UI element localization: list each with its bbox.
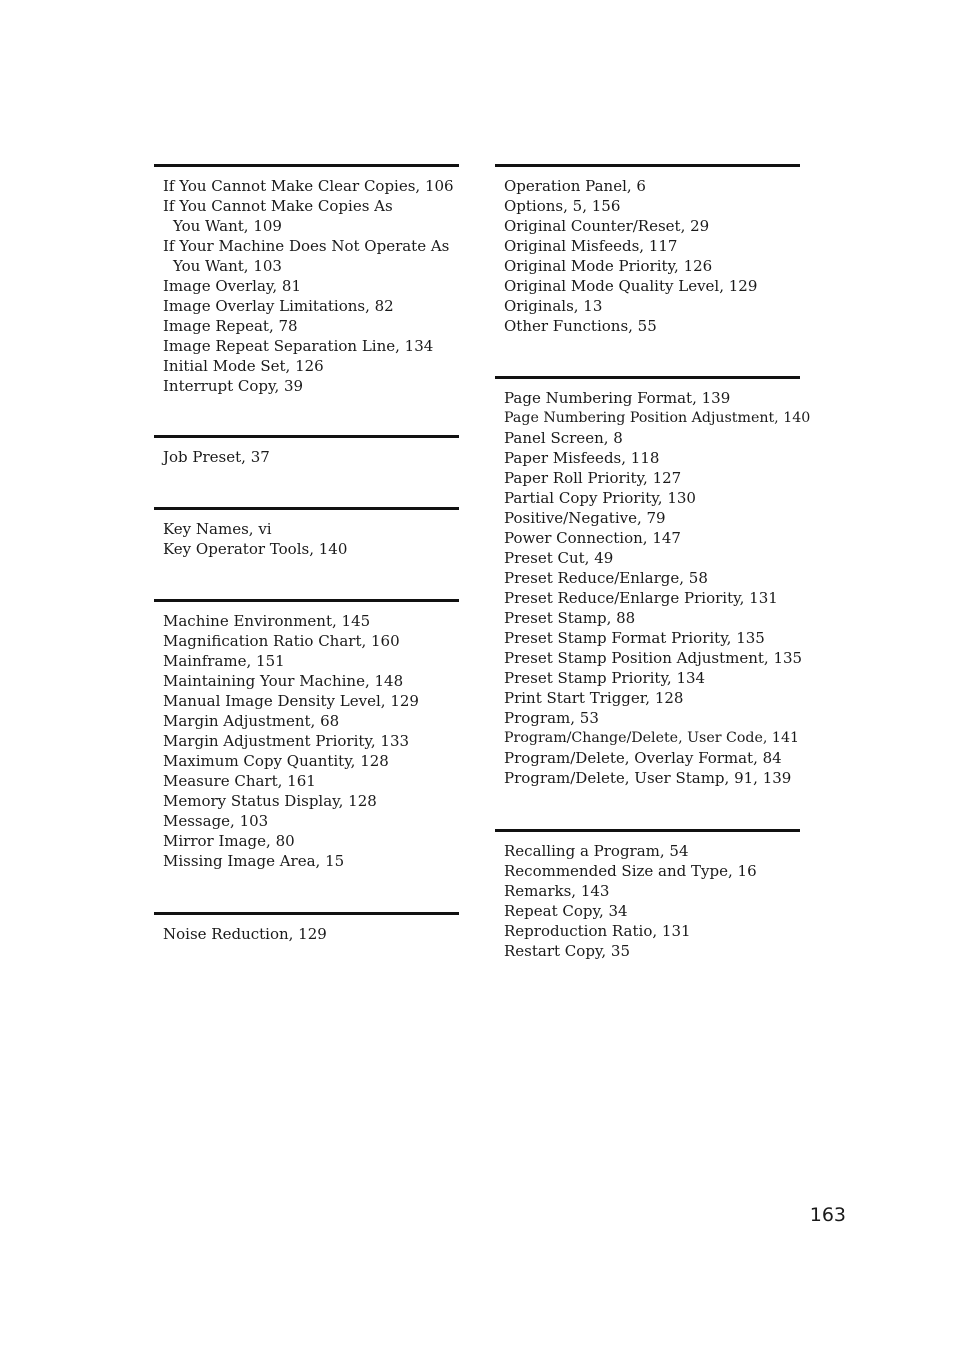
index-entry: Preset Stamp Position Adjustment, 135 [504,649,803,667]
index-entry: If Your Machine Does Not Operate As [163,237,450,255]
index-entry: Original Mode Priority, 126 [504,257,713,275]
index-entry: Noise Reduction, 129 [163,925,327,943]
index-section-i [154,164,459,396]
index-entry: Original Mode Quality Level, 129 [504,277,758,295]
index-section-r [495,829,800,961]
index-entry: Key Names, vi [163,520,272,538]
index-entry: Preset Stamp Priority, 134 [504,669,706,687]
index-section-j [154,435,459,467]
index-section-p [495,376,811,788]
index-entry: Preset Stamp, 88 [504,609,636,627]
index-entry: Image Overlay, 81 [163,277,302,295]
index-entries [154,447,459,467]
index-entry: Recalling a Program, 54 [504,842,689,860]
index-entry: If You Cannot Make Copies As [163,197,393,215]
index-entry: Preset Reduce/Enlarge Priority, 131 [504,589,778,607]
index-entry-continuation: You Want, 103 [173,257,282,275]
index-entry: Reproduction Ratio, 131 [504,922,691,940]
index-entry: Job Preset, 37 [163,448,270,466]
index-entry: Operation Panel, 6 [504,177,646,195]
index-entries [154,924,459,944]
index-entries [154,611,459,871]
index-entry: Maintaining Your Machine, 148 [163,672,404,690]
index-entry: Recommended Size and Type, 16 [504,862,757,880]
page-number: 163 [809,1204,846,1226]
index-entry: If You Cannot Make Clear Copies, 106 [163,177,454,195]
index-entry: Remarks, 143 [504,882,610,900]
index-entry: Image Overlay Limitations, 82 [163,297,394,315]
index-entry: Measure Chart, 161 [163,772,316,790]
index-entry: Print Start Trigger, 128 [504,689,684,707]
index-entry: Preset Cut, 49 [504,549,614,567]
index-entry: Message, 103 [163,812,269,830]
index-entry: Machine Environment, 145 [163,612,371,630]
index-entry: Maximum Copy Quantity, 128 [163,752,389,770]
index-entry: Preset Reduce/Enlarge, 58 [504,569,708,587]
index-entry: Interrupt Copy, 39 [163,377,304,395]
index-entry: Paper Misfeeds, 118 [504,449,660,467]
index-entry: Original Counter/Reset, 29 [504,217,710,235]
index-entry: Initial Mode Set, 126 [163,357,324,375]
index-entry: Memory Status Display, 128 [163,792,377,810]
index-entry: Paper Roll Priority, 127 [504,469,682,487]
index-entries [154,176,459,396]
index-entry: Partial Copy Priority, 130 [504,489,696,507]
index-entry: Original Misfeeds, 117 [504,237,678,255]
index-entries [495,841,800,961]
index-entry: Key Operator Tools, 140 [163,540,348,558]
index-entry: Margin Adjustment, 68 [163,712,340,730]
index-entry: Program/Change/Delete, User Code, 141 [504,730,799,746]
index-entry: Image Repeat Separation Line, 134 [163,337,434,355]
index-entry: Manual Image Density Level, 129 [163,692,419,710]
index-entry: Margin Adjustment Priority, 133 [163,732,410,750]
index-entry: Power Connection, 147 [504,529,681,547]
index-section-n [154,912,459,944]
index-entry: Repeat Copy, 34 [504,902,628,920]
index-entry: Missing Image Area, 15 [163,852,345,870]
index-entry: Page Numbering Format, 139 [504,389,731,407]
index-entries [495,388,811,788]
index-entry: Positive/Negative, 79 [504,509,666,527]
index-entry: Other Functions, 55 [504,317,657,335]
index-section-o [495,164,800,336]
index-entry-continuation: You Want, 109 [173,217,282,235]
index-entry: Restart Copy, 35 [504,942,631,960]
index-entry: Panel Screen, 8 [504,429,623,447]
index-entry: Program/Delete, User Stamp, 91, 139 [504,769,792,787]
index-entry: Mirror Image, 80 [163,832,295,850]
index-entries [154,519,459,559]
index-section-k [154,507,459,559]
index-entry: Program, 53 [504,709,599,727]
index-entry: Magnification Ratio Chart, 160 [163,632,400,650]
index-entry: Page Numbering Position Adjustment, 140 [504,410,811,426]
index-entry: Image Repeat, 78 [163,317,298,335]
index-entry: Preset Stamp Format Priority, 135 [504,629,765,647]
index-entry: Program/Delete, Overlay Format, 84 [504,749,782,767]
index-section-m [154,599,459,871]
index-entry: Mainframe, 151 [163,652,285,670]
index-entry: Options, 5, 156 [504,197,621,215]
index-entries [495,176,800,336]
index-entry: Originals, 13 [504,297,603,315]
